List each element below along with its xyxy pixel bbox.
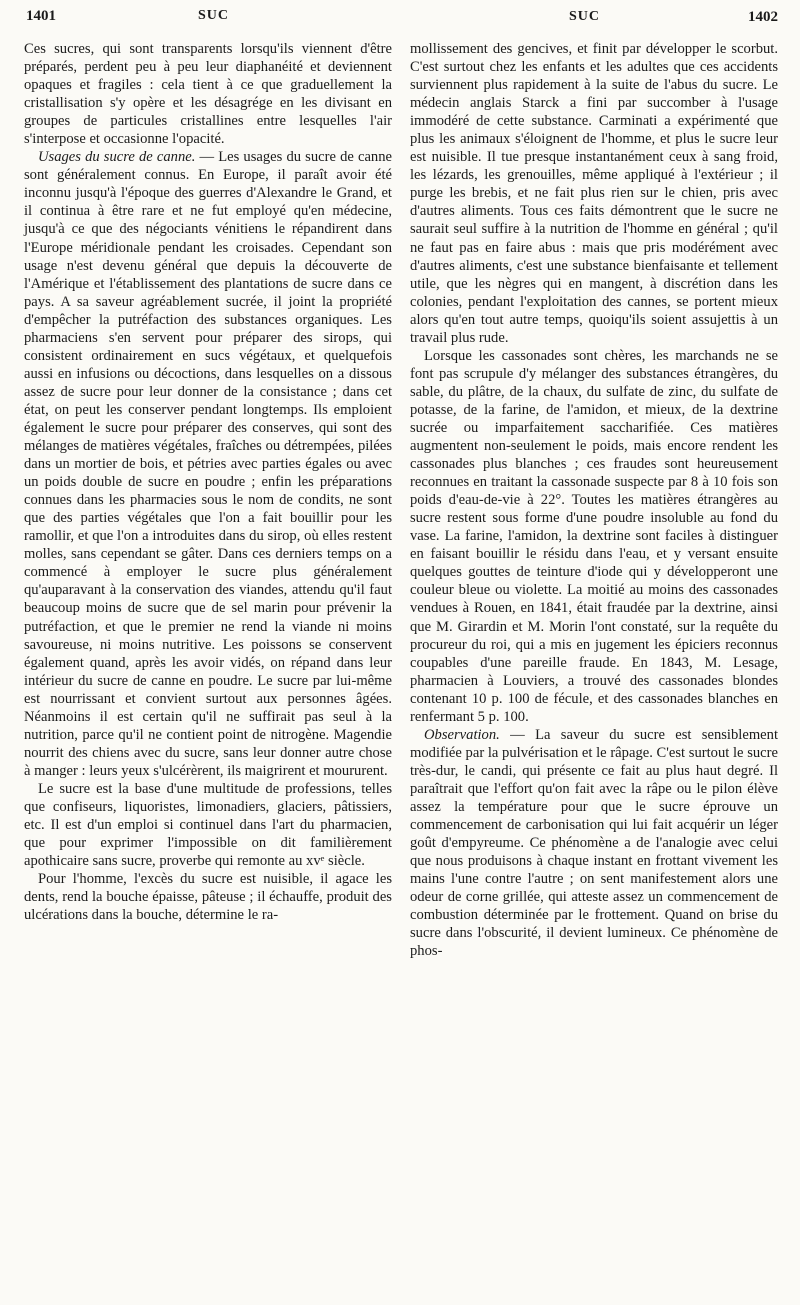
paragraph-text: — La saveur du sucre est sensiblement modifiée par la pulvérisation et le râpage. C'est surtout le sucre très-dur, le candi, qui présente ce fait au plus haut degré. Il paraîtrait que l'effort qu'on fait avec la râpe ou le pilon élève assez la température pour que le sucre éprouve un commencement de carbonisation qui lui fait acquérir un léger goût d'empyreume. Ce phénomène a de l'analogie avec celui que nous produisons à chaque instant en frottant vivement les mains l'une contre l'autre ; on sent manifestement alors une odeur de corne grillée, qui atteste assez un commencement de combustion déterminée par le frottement. Quand on brise du sucre dans l'obscurité, il devient lumineux. Ce phénomène de phos- [410,726,778,960]
paragraph-p3 [24,780,392,870]
paragraph-text: Le sucre est la base d'une multitude de professions, telles que confiseurs, liquoristes, limonadiers, glaciers, pâtissiers, etc. Il est d'un emploi si continuel dans l'art du pharmacien, que pour exprimer l'impossible on dit familièrement apothicaire sans sucre, proverbe qui remonte au xvᵉ siècle. [24,780,392,870]
paragraph-p7 [410,726,778,961]
paragraph-p1 [24,40,392,148]
right-column [410,40,778,960]
right-running-word: SUC [569,9,601,24]
paragraph-text: Ces sucres, qui sont transparents lorsqu'ils viennent d'être préparés, perdent peu à peu leur diaphanéité et deviennent opaques et fragiles : cela tient à ce que graduellement la cristallisation s'y opère et les désagrége en les divisant en groupes de particules cristallines entre lesquelles l'air s'interpose et occasionne l'opacité. [24,41,392,148]
text-columns [24,40,778,960]
right-page-head [405,9,778,26]
paragraph-heading: Usages du sucre de canne. [38,149,196,166]
paragraph-text: mollissement des gencives, et finit par développer le scorbut. C'est surtout chez les enfants et les adultes que ces accidents surviennent plus rapidement à la suite de l'abus du sucre. Le médecin anglais Starck a fini par succomber à l'usage immodéré de cette substance. Carminati a expérimenté que plus les animaux s'éloignent de l'homme, et plus le sucre leur est nuisible. Il tue presque instantanément ceux à sang froid, les lézards, les grenouilles, même appliqué à l'extérieur ; il purge les brebis, et ne fait plus rien sur le chien, pris avec d'autres aliments. Tous ces faits démontrent que le sucre ne saurait seul suffire à la nutrition de l'homme en général ; qu'il ne faut pas en faire abus : mais que pris modérément avec d'autres aliments, c'est une substance bienfaisante et tellement utile, que les nègres qui en mangent, à discrétion dans les colonies, pendant l'exploitation des cannes, se portent mieux alors qu'en tout autre temps, quoiqu'ils soient assujettis à un travail plus rude. [410,41,778,346]
paragraph-p2 [24,148,392,780]
left-running-word: SUC [197,8,229,23]
paragraph-text: — Les usages du sucre de canne sont généralement connus. En Europe, il paraît avoir été inconnu jusqu'à l'époque des guerres d'Alexandre le Grand, et il continua à être rare et ne fut employé qu'en médecine, jusqu'à ce que des négociants vénitiens le répandirent dans l'Europe méridionale pendant les croisades. Cependant son usage n'est devenu général que depuis la découverte de l'Amérique et l'établissement des plantations de sucre dans ce pays. A sa saveur agréablement sucrée, il joint la propriété d'empêcher la putréfaction des substances organiques. Les pharmaciens s'en servent pour préparer des sirops, qui consistent ordinairement en sucs végétaux, et quelquefois aussi en infusions ou décoctions, dans lesquelles on a dissous assez de sucre pour leur donner de la consistance ; dans cet état, on peut les conserver pendant longtemps. Ils emploient également le sucre pour préparer des conserves, qui sont des mélanges de matières végétales, fraîches ou détrempées, pilées dans un mortier de bois, et pétries avec parties égales ou avec un poids double de sucre en poudre ; enfin les préparations connues dans les pharmacies sous le nom de condits, ne sont que des parties végétales que l'on a fait bouillir pour les ramollir, et que l'on a introduites dans du sirop, où elles restent molles, sans cependant se gâter. Dans ces derniers temps on a commencé à employer le sucre plus généralement qu'auparavant à la conservation des viandes, attendu qu'il faut beaucoup moins de sucre que de sel marin pour prévenir la putréfaction, et que le premier ne rend la viande ni moins savoureuse, ni moins nutritive. Les poissons se conservent également quand, après les avoir vidés, on répand dans leur intérieur du sucre de canne en poudre. Le sucre par lui-même est nourrissant et convient surtout aux personnes âgées. Néanmoins il est certain qu'il ne suffirait pas seul à la nutrition, parce qu'il ne contient point de nitrogène. Magendie nourrit des chiens avec du sucre, sans leur donner autre chose à manger : leurs yeux s'ulcérèrent, ils maigrirent et moururent. [24,149,392,779]
left-page-number: 1401 [26,8,56,24]
left-page-head [24,8,399,25]
paragraph-text: Lorsque les cassonades sont chères, les marchands ne se font pas scrupule d'y mélanger des substances étrangères, du sable, du plâtre, de la chaux, du sulfate de zinc, du sulfate de potasse, de la farine, de l'amidon, et mieux, de la dextrine sucrée ou imparfaitement saccharifiée. Ces matières augmentent non-seulement le poids, mais encore rendent les cassonades plus blanches ; ces fraudes sont heureusement reconnues en traitant la cassonade suspecte par 8 à 10 fois son poids d'eau-de-vie à 22°. Toutes les matières étrangères au sucre restent sous forme d'une poudre insoluble au fond du vase. La farine, l'amidon, la dextrine sont faciles à distinguer en faisant bouillir le résidu dans l'eau, et y versant ensuite quelques gouttes de teinture d'iode qui y développeront une couleur bleue ou violette. La moitié au moins des cassonades vendues à Rouen, en 1841, était fraudée par la dextrine, ainsi que M. Girardin et M. Morin l'ont constaté, sur la requête du procureur du roi, qui a mis en jugement les épiciers reconnus coupables d'une pareille fraude. En 1843, M. Lesage, pharmacien à Louviers, a trouvé des cassonades blondes contenant 10 p. 100 de fécule, et des cassonades blanches en renfermant 5 p. 100. [410,347,778,725]
paragraph-p5 [410,40,778,347]
paragraph-p6 [410,347,778,726]
right-page-number: 1402 [748,9,778,25]
running-head [24,8,778,34]
paragraph-text: Pour l'homme, l'excès du sucre est nuisible, il agace les dents, rend la bouche épaisse, pâteuse ; il échauffe, produit des ulcérations dans la bouche, détermine le ra- [24,871,392,924]
paragraph-heading: Observation. [424,726,500,743]
paragraph-p4 [24,870,392,924]
left-column [24,40,392,960]
